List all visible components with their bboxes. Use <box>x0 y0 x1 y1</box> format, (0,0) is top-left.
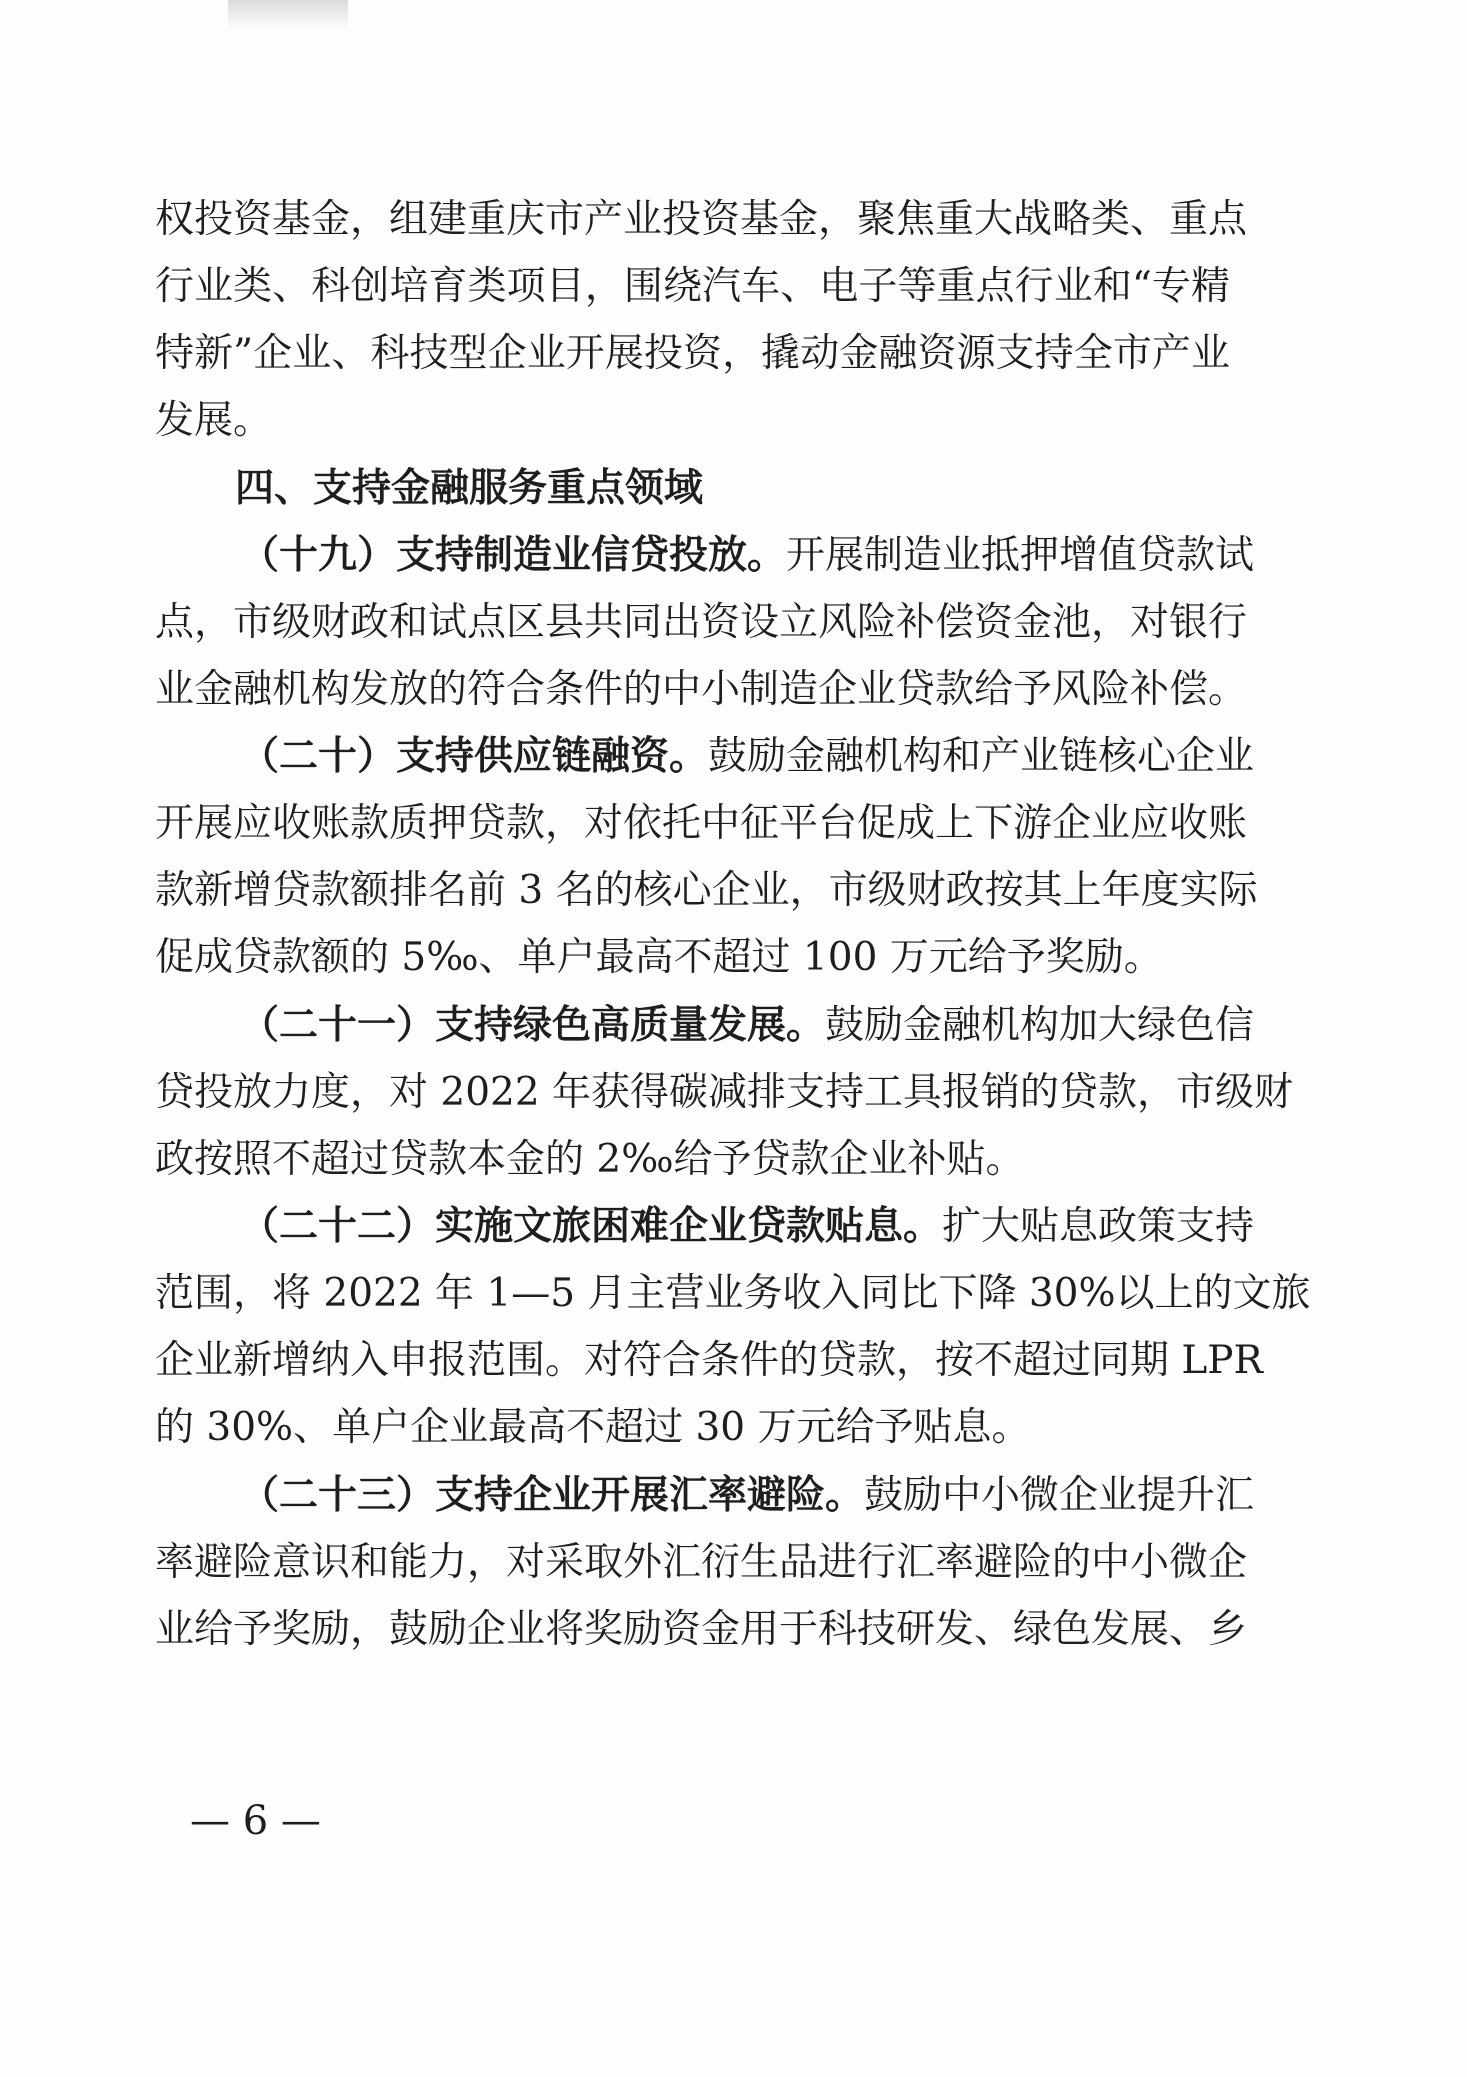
paragraph-first-line <box>240 522 1255 590</box>
text-line: 的 30%、单户企业最高不超过 30 万元给予贴息。 <box>155 1405 1031 1450</box>
paragraph-lead: （二十一）支持绿色高质量发展。 <box>240 1003 826 1048</box>
text-line: 特新”企业、科技型企业开展投资，撬动金融资源支持全市产业 <box>155 331 1230 376</box>
paragraph-text: 鼓励金融机构和产业链核心企业 <box>708 734 1255 779</box>
paragraph-text: 扩大贴息政策支持 <box>942 1204 1255 1249</box>
paragraph-text: 鼓励中小微企业提升汇 <box>864 1473 1255 1518</box>
text-line: 贷投放力度，对 2022 年获得碳减排支持工具报销的贷款，市级财 <box>155 1070 1294 1115</box>
text-line: 权投资基金，组建重庆市产业投资基金，聚焦重大战略类、重点 <box>155 197 1248 242</box>
page-number: — 6 — <box>190 1798 321 1844</box>
text-line: 业给予奖励，鼓励企业将奖励资金用于科技研发、绿色发展、乡 <box>155 1607 1248 1652</box>
paragraph-lead: （十九）支持制造业信贷投放。 <box>240 533 787 578</box>
paragraph-first-line <box>240 1193 1255 1261</box>
paragraph-lead: （二十三）支持企业开展汇率避险。 <box>240 1473 865 1518</box>
text-line: 款新增贷款额排名前 3 名的核心企业，市级财政按其上年度实际 <box>155 868 1258 913</box>
paragraph-first-line <box>240 723 1255 791</box>
paragraph-first-line <box>240 992 1255 1060</box>
paragraph-first-line <box>240 1462 1255 1530</box>
text-line: 率避险意识和能力，对采取外汇衍生品进行汇率避险的中小微企 <box>155 1540 1248 1585</box>
text-line: 范围，将 2022 年 1—5 月主营业务收入同比下降 30%以上的文旅 <box>155 1271 1311 1316</box>
paragraph-lead: （二十）支持供应链融资。 <box>240 734 709 779</box>
text-line: 政按照不超过贷款本金的 2‰给予贷款企业补贴。 <box>155 1137 1025 1182</box>
text-line: 开展应收账款质押贷款，对依托中征平台促成上下游企业应收账 <box>155 801 1248 846</box>
paragraph-text: 鼓励金融机构加大绿色信 <box>825 1003 1255 1048</box>
text-line: 企业新增纳入申报范围。对符合条件的贷款，按不超过同期 LPR <box>155 1338 1263 1383</box>
text-line: 促成贷款额的 5‰、单户最高不超过 100 万元给予奖励。 <box>155 935 1163 980</box>
paragraph-text: 开展制造业抵押增值贷款试 <box>786 533 1255 578</box>
text-line: 发展。 <box>155 398 273 443</box>
text-line: 业金融机构发放的符合条件的中小制造企业贷款给予风险补偿。 <box>155 667 1248 712</box>
text-line: 行业类、科创培育类项目，围绕汽车、电子等重点行业和“专精 <box>155 264 1230 309</box>
text-line: 点，市级财政和试点区县共同出资设立风险补偿资金池，对银行 <box>155 600 1248 645</box>
paragraph-lead: （二十二）实施文旅困难企业贷款贴息。 <box>240 1204 943 1249</box>
scan-artifact <box>228 0 348 30</box>
section-heading: 四、支持金融服务重点领域 <box>235 466 704 511</box>
